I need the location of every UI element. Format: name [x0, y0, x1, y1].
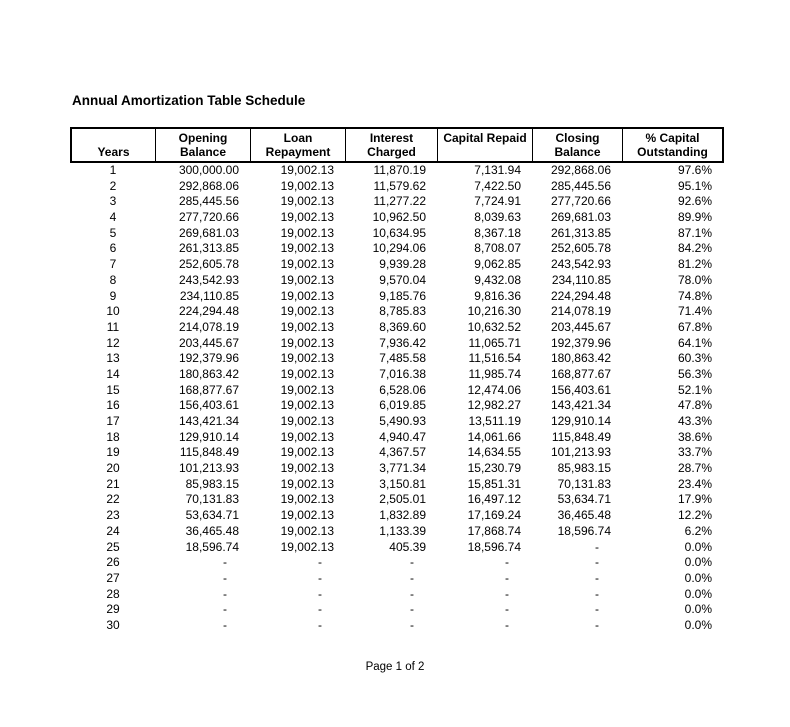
cell-closing-balance: 36,465.48 [557, 508, 611, 523]
cell-opening-balance: 53,634.71 [185, 508, 239, 523]
cell-year: 22 [106, 492, 120, 507]
cell-pct-capital-outstanding: 6.2% [684, 523, 712, 538]
cell-pct-capital-outstanding: 97.6% [677, 163, 712, 177]
cell-loan-repayment: 19,002.13 [280, 257, 334, 272]
cell-closing-balance: 292,868.06 [550, 163, 611, 177]
cell-closing-balance: 243,542.93 [550, 257, 611, 272]
cell-interest-charged: 3,150.81 [379, 476, 426, 491]
cell-closing-balance: 101,213.93 [550, 445, 611, 460]
cell-year: 25 [106, 539, 120, 554]
cell-loan-repayment: 19,002.13 [280, 461, 334, 476]
cell-closing-balance: 261,313.85 [550, 225, 611, 240]
cell-loan-repayment: 19,002.13 [280, 194, 334, 209]
cell-interest-charged: - [410, 617, 414, 632]
header-line: Outstanding [637, 145, 708, 159]
cell-interest-charged: - [410, 570, 414, 585]
cell-pct-capital-outstanding: 0.0% [684, 555, 712, 570]
table-row [70, 320, 724, 336]
cell-closing-balance: 252,605.78 [550, 241, 611, 256]
cell-opening-balance: 156,403.61 [178, 398, 239, 413]
cell-closing-balance: - [595, 570, 599, 585]
cell-interest-charged: 7,485.58 [379, 351, 426, 366]
cell-interest-charged: - [410, 586, 414, 601]
cell-pct-capital-outstanding: 38.6% [677, 429, 712, 444]
cell-interest-charged: 6,019.85 [379, 398, 426, 413]
cell-interest-charged: 11,579.62 [373, 178, 426, 193]
cell-year: 18 [106, 429, 120, 444]
cell-interest-charged: 6,528.06 [379, 382, 426, 397]
cell-capital-repaid: 11,516.54 [468, 351, 521, 366]
header-line: Balance [554, 145, 601, 159]
header-line: Years [97, 144, 130, 159]
table-row [70, 336, 724, 352]
cell-closing-balance: - [595, 586, 599, 601]
cell-capital-repaid: 9,816.36 [474, 288, 521, 303]
cell-loan-repayment: 19,002.13 [280, 398, 334, 413]
table-row [70, 194, 724, 210]
cell-pct-capital-outstanding: 33.7% [677, 445, 712, 460]
cell-opening-balance: - [223, 586, 227, 601]
cell-loan-repayment: - [318, 555, 322, 570]
header-line: Closing [555, 130, 600, 145]
cell-year: 5 [109, 225, 117, 240]
cell-pct-capital-outstanding: 0.0% [684, 617, 712, 632]
cell-capital-repaid: 10,632.52 [467, 319, 521, 334]
cell-pct-capital-outstanding: 87.1% [677, 225, 712, 240]
cell-opening-balance: - [223, 617, 227, 632]
cell-capital-repaid: 17,868.74 [467, 523, 521, 538]
cell-closing-balance: 70,131.83 [557, 476, 611, 491]
cell-year: 30 [106, 617, 120, 632]
cell-capital-repaid: 9,432.08 [474, 272, 521, 287]
cell-loan-repayment: 19,002.13 [280, 210, 334, 225]
cell-loan-repayment: 19,002.13 [280, 508, 334, 523]
header-closing-balance [533, 129, 623, 161]
cell-pct-capital-outstanding: 67.8% [677, 319, 712, 334]
cell-loan-repayment: 19,002.13 [280, 539, 334, 554]
cell-pct-capital-outstanding: 84.2% [677, 241, 712, 256]
cell-closing-balance: 192,379.96 [550, 335, 611, 350]
table-row [70, 398, 724, 414]
table-row [70, 508, 724, 524]
cell-year: 23 [106, 508, 120, 523]
cell-year: 16 [106, 398, 120, 413]
cell-capital-repaid: 8,708.07 [474, 241, 521, 256]
cell-interest-charged: 405.39 [389, 539, 426, 554]
cell-closing-balance: 53,634.71 [557, 492, 611, 507]
cell-opening-balance: 70,131.83 [185, 492, 239, 507]
cell-pct-capital-outstanding: 64.1% [677, 335, 712, 350]
cell-year: 29 [106, 602, 120, 617]
cell-interest-charged: - [410, 555, 414, 570]
cell-closing-balance: 269,681.03 [550, 210, 611, 225]
cell-loan-repayment: 19,002.13 [280, 319, 334, 334]
cell-capital-repaid: 18,596.74 [467, 539, 521, 554]
cell-opening-balance: 261,313.85 [178, 241, 239, 256]
cell-closing-balance: 129,910.14 [550, 414, 611, 428]
cell-capital-repaid: 10,216.30 [467, 304, 521, 319]
cell-capital-repaid: - [505, 555, 509, 570]
cell-opening-balance: 243,542.93 [178, 272, 239, 287]
cell-year: 20 [106, 461, 120, 476]
cell-closing-balance: 115,848.49 [551, 429, 611, 444]
table-row [70, 367, 724, 383]
cell-loan-repayment: - [318, 570, 322, 585]
cell-closing-balance: 203,445.67 [550, 319, 611, 334]
cell-pct-capital-outstanding: 74.8% [677, 288, 712, 303]
cell-capital-repaid: - [505, 617, 509, 632]
table-row [70, 602, 724, 618]
cell-pct-capital-outstanding: 12.2% [677, 508, 712, 523]
table-row [70, 461, 724, 477]
cell-year: 26 [106, 555, 120, 570]
cell-capital-repaid: 13,511.19 [468, 414, 521, 428]
cell-capital-repaid: 12,982.27 [467, 398, 521, 413]
table-row [70, 210, 724, 226]
cell-pct-capital-outstanding: 56.3% [677, 366, 712, 381]
cell-loan-repayment: 19,002.13 [280, 241, 334, 256]
cell-capital-repaid: 7,131.94 [474, 163, 521, 177]
cell-opening-balance: 101,213.93 [178, 461, 239, 476]
cell-interest-charged: 10,962.50 [372, 210, 426, 225]
header-interest-charged [346, 129, 438, 161]
cell-pct-capital-outstanding: 81.2% [677, 257, 712, 272]
cell-year: 13 [106, 351, 120, 366]
header-loan-repayment [251, 129, 346, 161]
cell-opening-balance: - [223, 602, 227, 617]
cell-pct-capital-outstanding: 47.8% [677, 398, 712, 413]
header-line: % Capital [645, 130, 700, 145]
cell-closing-balance: 18,596.74 [557, 523, 611, 538]
cell-year: 6 [109, 241, 117, 256]
cell-pct-capital-outstanding: 23.4% [677, 476, 712, 491]
cell-closing-balance: 214,078.19 [550, 304, 611, 319]
cell-year: 19 [106, 445, 120, 460]
cell-year: 8 [109, 272, 117, 287]
cell-loan-repayment: 19,002.13 [280, 366, 334, 381]
cell-loan-repayment: 19,002.13 [280, 476, 334, 491]
table-row [70, 571, 724, 587]
cell-interest-charged: - [410, 602, 414, 617]
cell-closing-balance: 277,720.66 [550, 194, 611, 209]
cell-capital-repaid: 15,851.31 [467, 476, 521, 491]
cell-interest-charged: 8,369.60 [379, 319, 426, 334]
cell-year: 10 [106, 304, 120, 319]
cell-loan-repayment: 19,002.13 [280, 163, 334, 177]
cell-year: 27 [106, 570, 120, 585]
cell-loan-repayment: 19,002.13 [280, 492, 334, 507]
cell-closing-balance: 168,877.67 [550, 366, 611, 381]
cell-year: 7 [109, 257, 117, 272]
cell-loan-repayment: 19,002.13 [280, 335, 334, 350]
cell-pct-capital-outstanding: 78.0% [677, 272, 712, 287]
cell-capital-repaid: 7,422.50 [474, 178, 521, 193]
cell-capital-repaid: - [505, 602, 509, 617]
cell-year: 4 [109, 210, 117, 225]
table-row [70, 289, 724, 305]
cell-capital-repaid: 9,062.85 [474, 257, 521, 272]
cell-interest-charged: 10,634.95 [372, 225, 426, 240]
cell-pct-capital-outstanding: 95.1% [677, 178, 712, 193]
header-line: Interest [369, 130, 414, 145]
cell-capital-repaid: - [505, 570, 509, 585]
cell-pct-capital-outstanding: 71.4% [677, 304, 712, 319]
table-row [70, 618, 724, 634]
cell-opening-balance: - [223, 570, 227, 585]
table-row [70, 414, 724, 430]
cell-loan-repayment: 19,002.13 [280, 272, 334, 287]
cell-capital-repaid: 15,230.79 [467, 461, 521, 476]
cell-closing-balance: - [595, 602, 599, 617]
cell-loan-repayment: 19,002.13 [280, 304, 334, 319]
cell-pct-capital-outstanding: 43.3% [677, 414, 712, 428]
cell-pct-capital-outstanding: 28.7% [677, 461, 712, 476]
cell-loan-repayment: - [318, 617, 322, 632]
cell-closing-balance: - [595, 555, 599, 570]
cell-loan-repayment: 19,002.13 [280, 288, 334, 303]
cell-closing-balance: 85,983.15 [557, 461, 611, 476]
cell-opening-balance: 224,294.48 [178, 304, 239, 319]
cell-opening-balance: 203,445.67 [178, 335, 239, 350]
cell-opening-balance: 292,868.06 [178, 178, 239, 193]
table-row [70, 351, 724, 367]
table-row [70, 257, 724, 273]
cell-opening-balance: 168,877.67 [178, 382, 239, 397]
header-line: Balance [179, 145, 227, 159]
cell-interest-charged: 5,490.93 [379, 414, 426, 428]
cell-year: 15 [106, 382, 120, 397]
cell-closing-balance: 156,403.61 [550, 382, 611, 397]
table-row [70, 304, 724, 320]
cell-pct-capital-outstanding: 52.1% [677, 382, 712, 397]
cell-pct-capital-outstanding: 60.3% [677, 351, 712, 366]
header-line: Repayment [265, 145, 331, 159]
cell-opening-balance: 180,863.42 [178, 366, 239, 381]
cell-pct-capital-outstanding: 17.9% [677, 492, 712, 507]
amortization-table [70, 127, 724, 634]
table-row [70, 540, 724, 556]
cell-capital-repaid: - [505, 586, 509, 601]
table-body [70, 163, 724, 634]
cell-capital-repaid: 14,634.55 [467, 445, 521, 460]
cell-year: 24 [106, 523, 120, 538]
cell-pct-capital-outstanding: 92.6% [677, 194, 712, 209]
cell-opening-balance: 36,465.48 [185, 523, 239, 538]
cell-capital-repaid: 8,039.63 [474, 210, 521, 225]
table-row [70, 445, 724, 461]
cell-capital-repaid: 16,497.12 [467, 492, 521, 507]
header-capital-repaid [438, 129, 533, 161]
table-row [70, 477, 724, 493]
table-row [70, 430, 724, 446]
cell-loan-repayment: - [318, 586, 322, 601]
cell-interest-charged: 3,771.34 [379, 461, 426, 476]
cell-opening-balance: 269,681.03 [178, 225, 239, 240]
header-line: Opening [178, 130, 228, 145]
cell-opening-balance: 252,605.78 [178, 257, 239, 272]
cell-capital-repaid: 8,367.18 [474, 225, 521, 240]
cell-year: 11 [106, 319, 120, 334]
cell-year: 21 [106, 476, 120, 491]
cell-closing-balance: - [595, 539, 599, 554]
cell-opening-balance: 285,445.56 [178, 194, 239, 209]
cell-loan-repayment: 19,002.13 [280, 414, 334, 428]
cell-opening-balance: 115,848.49 [179, 445, 239, 460]
table-row [70, 383, 724, 399]
cell-loan-repayment: 19,002.13 [280, 178, 334, 193]
cell-capital-repaid: 14,061.66 [467, 429, 521, 444]
cell-opening-balance: 85,983.15 [185, 476, 239, 491]
cell-opening-balance: 18,596.74 [185, 539, 239, 554]
cell-closing-balance: - [595, 617, 599, 632]
cell-interest-charged: 4,940.47 [379, 429, 426, 444]
cell-year: 12 [106, 335, 120, 350]
cell-interest-charged: 1,133.39 [379, 523, 426, 538]
cell-interest-charged: 9,570.04 [379, 272, 426, 287]
cell-opening-balance: 277,720.66 [178, 210, 239, 225]
header-opening-balance [156, 129, 251, 161]
cell-year: 17 [106, 414, 120, 428]
cell-closing-balance: 234,110.85 [551, 272, 611, 287]
cell-pct-capital-outstanding: 0.0% [684, 570, 712, 585]
table-row [70, 524, 724, 540]
cell-pct-capital-outstanding: 0.0% [684, 586, 712, 601]
cell-opening-balance: 234,110.85 [179, 288, 239, 303]
cell-pct-capital-outstanding: 0.0% [684, 602, 712, 617]
cell-year: 2 [109, 178, 117, 193]
cell-interest-charged: 9,185.76 [379, 288, 426, 303]
header-line: Loan [283, 130, 313, 145]
table-row [70, 555, 724, 571]
cell-loan-repayment: 19,002.13 [280, 445, 334, 460]
table-row [70, 179, 724, 195]
cell-year: 1 [109, 163, 117, 177]
cell-loan-repayment: 19,002.13 [280, 523, 334, 538]
cell-interest-charged: 7,936.42 [379, 335, 426, 350]
cell-interest-charged: 8,785.83 [379, 304, 426, 319]
cell-pct-capital-outstanding: 0.0% [684, 539, 712, 554]
table-header-row [70, 127, 724, 163]
cell-interest-charged: 11,870.19 [373, 163, 426, 177]
cell-opening-balance: 129,910.14 [178, 429, 239, 444]
cell-year: 14 [106, 366, 120, 381]
cell-interest-charged: 7,016.38 [379, 366, 426, 381]
cell-capital-repaid: 17,169.24 [467, 508, 521, 523]
cell-closing-balance: 143,421.34 [550, 398, 611, 413]
header-years [72, 129, 156, 161]
table-row [70, 226, 724, 242]
page-title: Annual Amortization Table Schedule [72, 93, 306, 108]
cell-interest-charged: 11,277.22 [373, 194, 426, 209]
cell-opening-balance: 143,421.34 [178, 414, 239, 428]
header-line: Charged [367, 145, 416, 159]
table-row [70, 492, 724, 508]
header-line: Capital Repaid [443, 131, 527, 145]
cell-capital-repaid: 12,474.06 [467, 382, 521, 397]
cell-loan-repayment: - [318, 602, 322, 617]
cell-loan-repayment: 19,002.13 [280, 382, 334, 397]
cell-capital-repaid: 7,724.91 [474, 194, 521, 209]
cell-opening-balance: 300,000.00 [178, 163, 239, 177]
cell-pct-capital-outstanding: 89.9% [677, 210, 712, 225]
cell-capital-repaid: 11,065.71 [468, 335, 521, 350]
cell-interest-charged: 4,367.57 [379, 445, 426, 460]
cell-year: 28 [106, 586, 120, 601]
table-row [70, 587, 724, 603]
cell-year: 9 [109, 288, 117, 303]
cell-opening-balance: 214,078.19 [178, 319, 239, 334]
cell-opening-balance: - [223, 555, 227, 570]
table-row [70, 273, 724, 289]
cell-closing-balance: 285,445.56 [550, 178, 611, 193]
cell-year: 3 [109, 194, 117, 209]
cell-interest-charged: 10,294.06 [372, 241, 426, 256]
table-row [70, 241, 724, 257]
header-pct-capital-outstanding [623, 129, 722, 161]
cell-interest-charged: 2,505.01 [379, 492, 426, 507]
page-number: Page 1 of 2 [365, 661, 425, 673]
cell-interest-charged: 9,939.28 [379, 257, 426, 272]
cell-opening-balance: 192,379.96 [178, 351, 239, 366]
cell-loan-repayment: 19,002.13 [280, 225, 334, 240]
cell-loan-repayment: 19,002.13 [280, 351, 334, 366]
cell-closing-balance: 180,863.42 [550, 351, 611, 366]
table-row [70, 163, 724, 179]
cell-interest-charged: 1,832.89 [379, 508, 426, 523]
cell-closing-balance: 224,294.48 [550, 288, 611, 303]
cell-loan-repayment: 19,002.13 [280, 429, 334, 444]
cell-capital-repaid: 11,985.74 [468, 366, 521, 381]
